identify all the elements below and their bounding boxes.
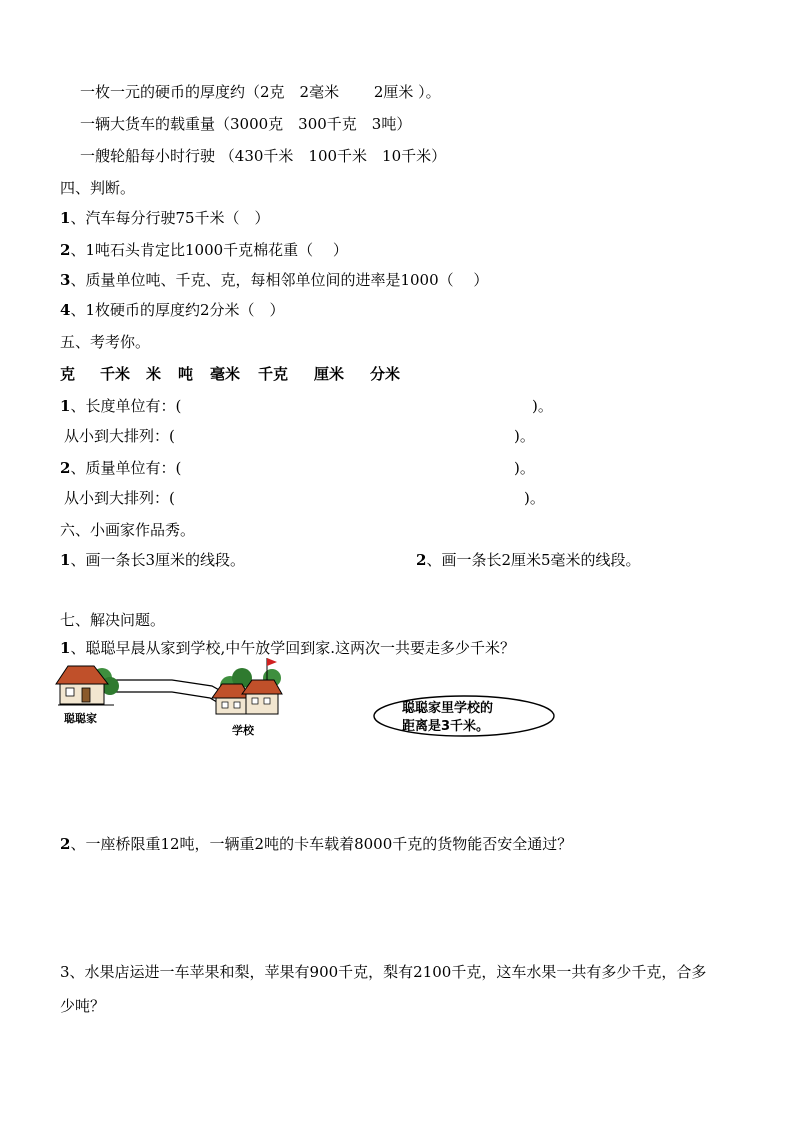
choice-line-truck: 一辆大货车的载重量（3000克 300千克 3吨） xyxy=(80,115,412,133)
unit-item: 千米 xyxy=(100,365,131,383)
problem-3-line-2: 少吨？ xyxy=(60,997,106,1015)
mass-units-question: 2、质量单位有：( xyxy=(60,459,182,477)
section5-heading: 五、考考你。 xyxy=(60,333,151,351)
length-sort-close: )。 xyxy=(514,427,535,445)
choice-line-coin: 一枚一元的硬币的厚度约（2克 2毫米 2厘米 ）。 xyxy=(80,83,441,101)
choice-line-ship: 一艘轮船每小时行驶 （430千米 100千米 10千米） xyxy=(80,147,447,165)
school-icon xyxy=(212,658,282,714)
bubble-line-2: 距离是3千米。 xyxy=(402,719,490,734)
unit-item: 吨 xyxy=(178,365,194,383)
unit-item: 克 xyxy=(60,365,76,383)
draw-item-2: 2、画一条长2厘米5毫米的线段。 xyxy=(416,551,641,569)
length-units-question: 1、长度单位有：( xyxy=(60,397,182,415)
problem-3-line-1: 3、水果店运进一车苹果和梨，苹果有900千克，梨有2100千克，这车水果一共有多少千克，合多 xyxy=(60,963,707,981)
length-units-close: )。 xyxy=(532,397,553,415)
school-label: 学校 xyxy=(232,724,254,737)
mass-units-close: )。 xyxy=(514,459,535,477)
home-label: 聪聪家 xyxy=(64,712,97,725)
judge-item-1: 1、汽车每分行驶75千米（ ） xyxy=(60,209,270,227)
section6-heading: 六、小画家作品秀。 xyxy=(60,521,196,539)
draw-item-1: 1、画一条长3厘米的线段。 xyxy=(60,551,245,569)
unit-item: 厘米 xyxy=(314,365,345,383)
unit-item: 分米 xyxy=(370,365,401,383)
problem-1: 1、聪聪早晨从家到学校,中午放学回到家.这两次一共要走多少千米？ xyxy=(60,639,515,657)
unit-item: 千克 xyxy=(258,365,289,383)
length-sort-prompt: 从小到大排列：( xyxy=(64,427,175,445)
section4-heading: 四、判断。 xyxy=(60,179,136,197)
judge-item-4: 4、1枚硬币的厚度约2分米（ ） xyxy=(60,301,285,319)
judge-item-3: 3、质量单位吨、千克、克，每相邻单位间的进率是1000（ ） xyxy=(60,271,489,289)
home-icon xyxy=(56,666,119,705)
problem-2: 2、一座桥限重12吨，一辆重2吨的卡车载着8000千克的货物能否安全通过？ xyxy=(60,835,573,853)
bubble-line-1: 聪聪家里学校的 xyxy=(402,701,494,716)
mass-sort-prompt: 从小到大排列：( xyxy=(64,489,175,507)
mass-sort-close: )。 xyxy=(524,489,545,507)
judge-item-2: 2、1吨石头肯定比1000千克棉花重（ ） xyxy=(60,241,348,259)
section7-heading: 七、解决问题。 xyxy=(60,611,166,629)
unit-list xyxy=(0,364,793,384)
home-school-illustration xyxy=(52,656,562,740)
unit-item: 毫米 xyxy=(210,365,241,383)
unit-item: 米 xyxy=(146,365,162,383)
